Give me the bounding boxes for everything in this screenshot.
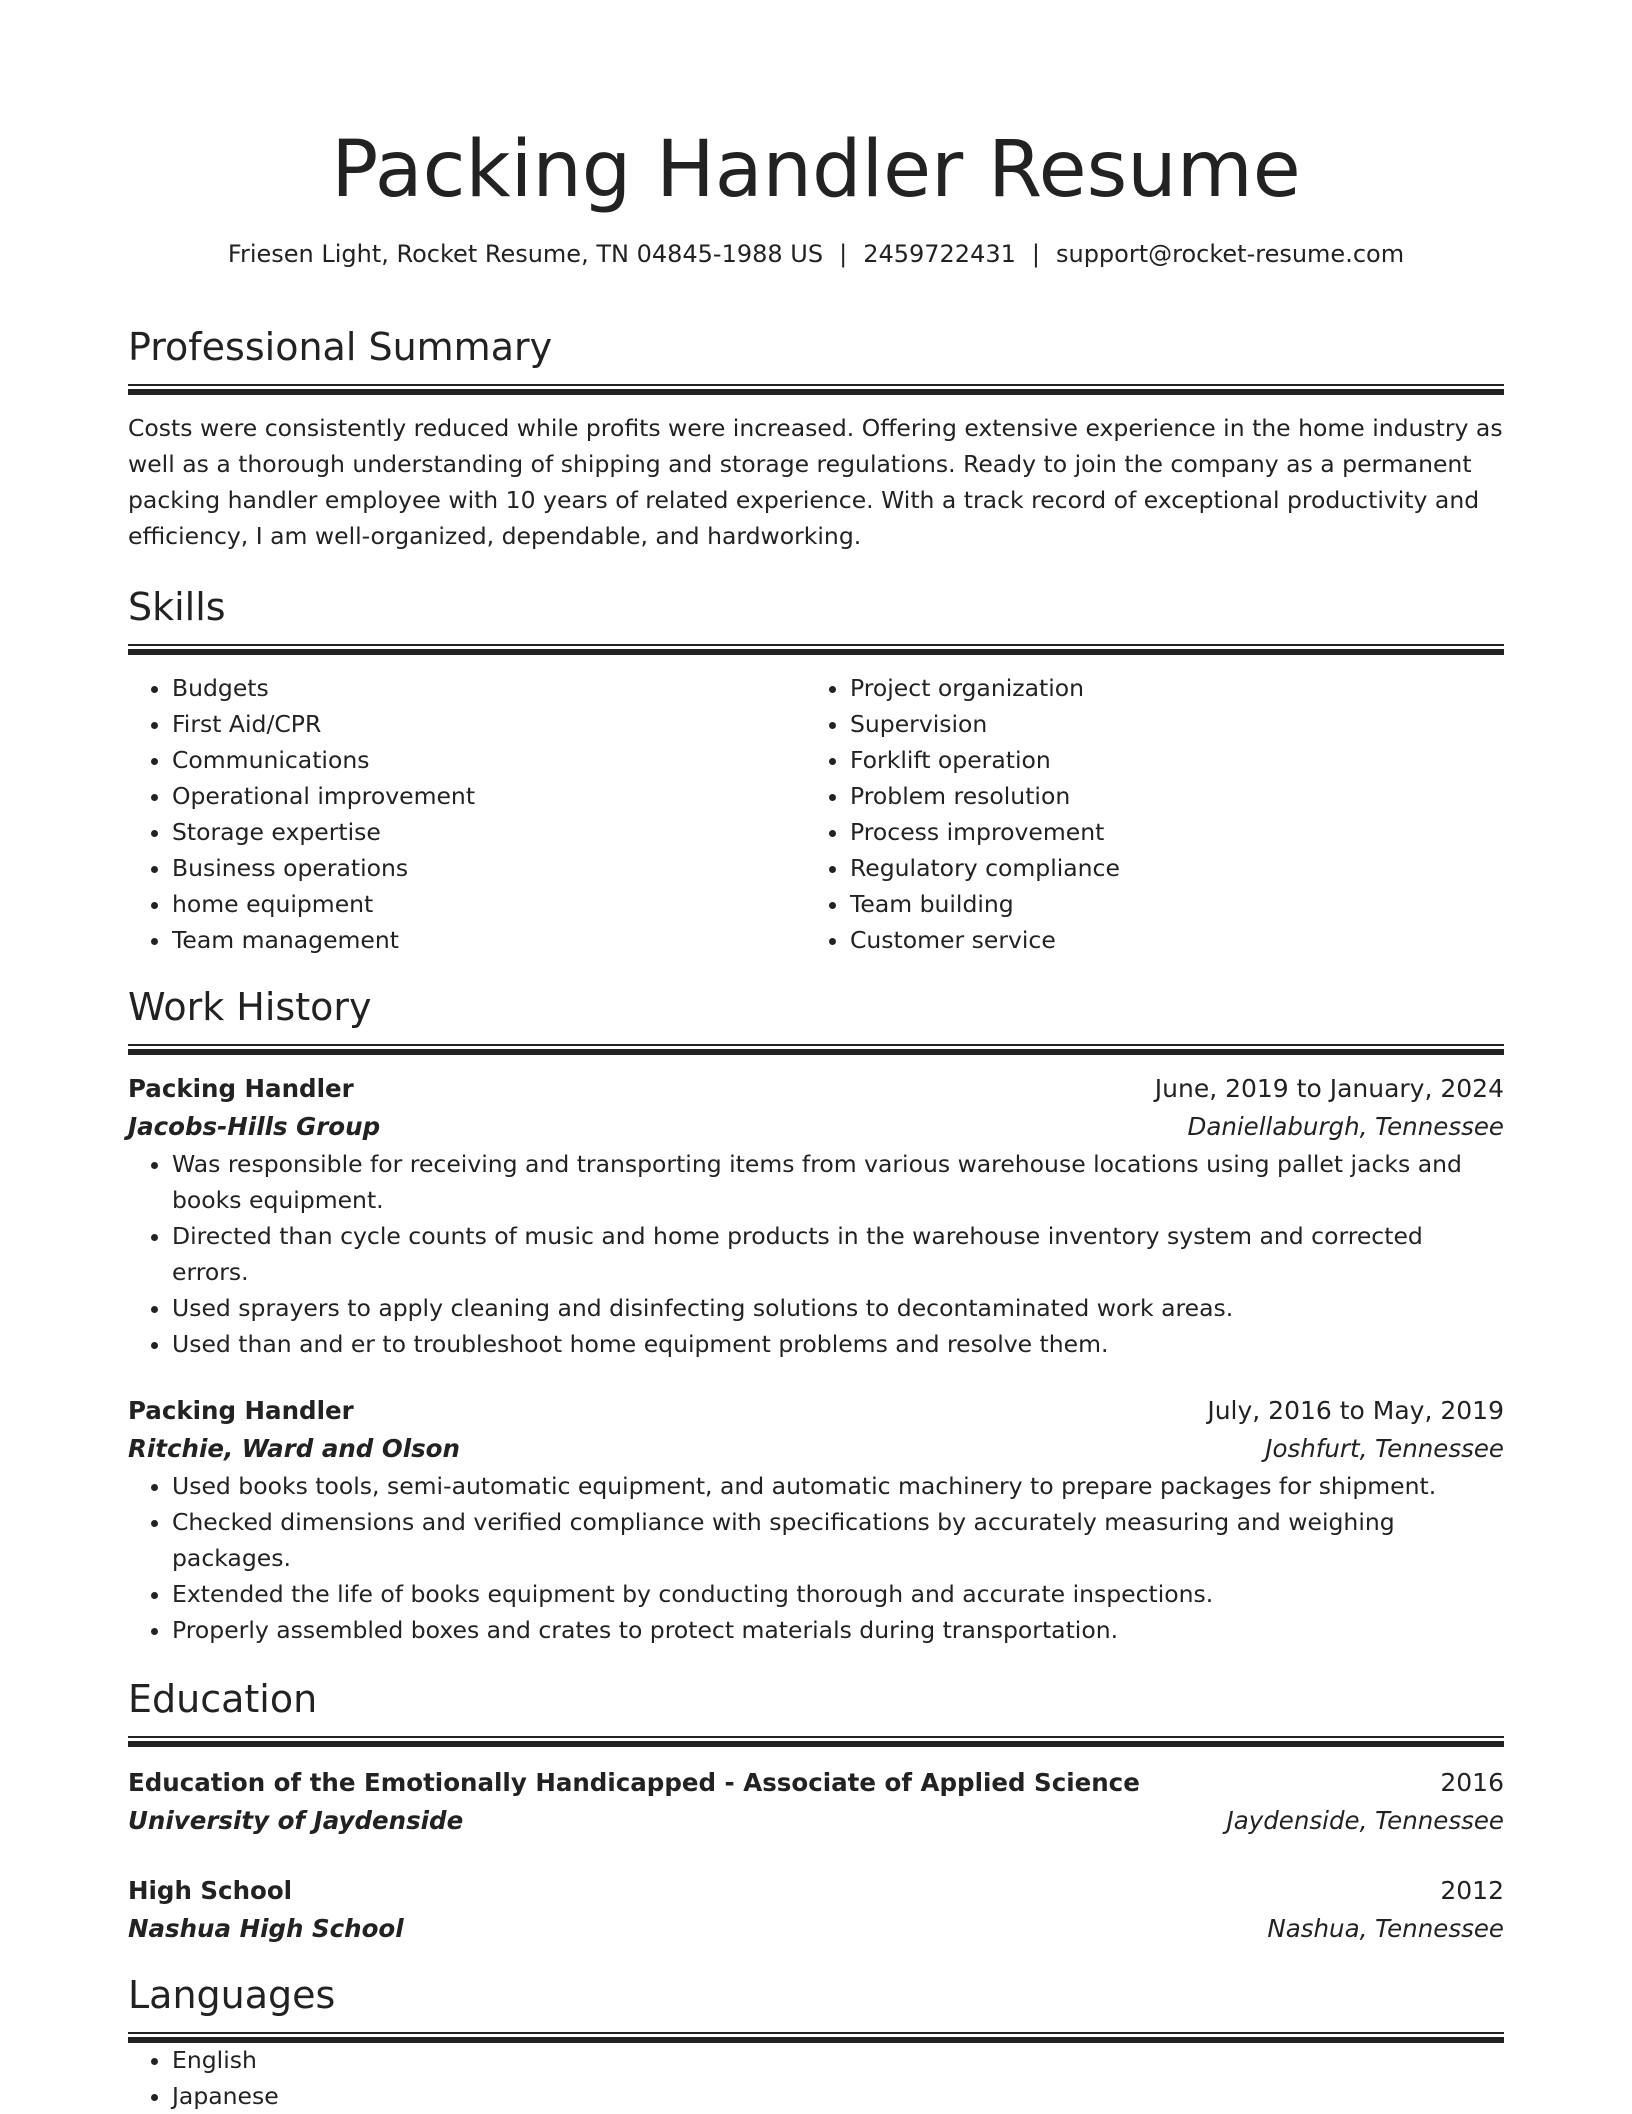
skill-item: • Process improvement xyxy=(850,814,1484,850)
education-heading: Education xyxy=(128,1677,318,1721)
job-bullet: • Checked dimensions and verified compliance with specifications by accurately measuring and weighing packages. xyxy=(172,1504,1504,1576)
job-title: Packing Handler xyxy=(128,1396,354,1425)
skills-section xyxy=(128,582,1504,958)
languages-heading: Languages xyxy=(128,1973,336,2017)
education-entry xyxy=(128,1872,1504,1948)
skill-item: • Customer service xyxy=(850,922,1484,958)
work-history-heading: Work History xyxy=(128,985,372,1029)
education-section xyxy=(128,1674,1504,1948)
degree-title: High School xyxy=(128,1876,293,1905)
job-bullet: • Directed than cycle counts of music and home products in the warehouse inventory system and corrected errors. xyxy=(172,1218,1504,1290)
summary-section xyxy=(128,322,1504,554)
skill-item: • Regulatory compliance xyxy=(850,850,1484,886)
skill-item: • Project organization xyxy=(850,670,1484,706)
job-bullet: • Used sprayers to apply cleaning and disinfecting solutions to decontaminated work areas. xyxy=(172,1290,1504,1326)
job-dates: June, 2019 to January, 2024 xyxy=(1154,1074,1504,1103)
job-title: Packing Handler xyxy=(128,1074,354,1103)
resume-title: Packing Handler Resume xyxy=(331,125,1301,215)
skill-item: • home equipment xyxy=(172,886,806,922)
skills-heading: Skills xyxy=(128,585,226,629)
job-location: Joshfurt, Tennessee xyxy=(1265,1434,1504,1463)
language-item: • Japanese xyxy=(172,2078,1504,2114)
skills-column-right xyxy=(806,670,1484,958)
skill-item: • Problem resolution xyxy=(850,778,1484,814)
school-name: University of Jaydenside xyxy=(128,1806,464,1835)
contact-line xyxy=(128,236,1504,272)
skill-item: • Team building xyxy=(850,886,1484,922)
job-location: Daniellaburgh, Tennessee xyxy=(1187,1112,1504,1141)
skill-item: • First Aid/CPR xyxy=(172,706,806,742)
section-divider xyxy=(128,1044,1504,1054)
job-entry xyxy=(128,1392,1504,1648)
contact-email[interactable]: support@rocket-resume.com xyxy=(1055,240,1405,268)
skill-item: • Business operations xyxy=(172,850,806,886)
company-name: Jacobs-Hills Group xyxy=(128,1112,381,1141)
job-bullet: • Used than and er to troubleshoot home equipment problems and resolve them. xyxy=(172,1326,1504,1362)
degree-title: Education of the Emotionally Handicapped - Associate of Applied Science xyxy=(128,1768,1140,1797)
contact-address: Friesen Light, Rocket Resume, TN 04845-1988 US xyxy=(227,240,824,268)
job-bullet: • Was responsible for receiving and transporting items from various warehouse locations using pallet jacks and books equipment. xyxy=(172,1146,1504,1218)
graduation-year: 2012 xyxy=(1440,1876,1504,1905)
skill-item: • Team management xyxy=(172,922,806,958)
language-item: • English xyxy=(172,2042,1504,2078)
job-dates: July, 2016 to May, 2019 xyxy=(1207,1396,1504,1425)
resume-page xyxy=(128,0,1504,2114)
section-divider xyxy=(128,644,1504,654)
school-name: Nashua High School xyxy=(128,1914,404,1943)
contact-phone: 2459722431 xyxy=(863,240,1016,268)
skill-item: • Forklift operation xyxy=(850,742,1484,778)
company-name: Ritchie, Ward and Olson xyxy=(128,1434,460,1463)
work-history-section xyxy=(128,982,1504,1648)
skill-item: • Operational improvement xyxy=(172,778,806,814)
skill-item: • Budgets xyxy=(172,670,806,706)
job-bullet: • Extended the life of books equipment by conducting thorough and accurate inspections. xyxy=(172,1576,1504,1612)
skills-column-left xyxy=(128,670,806,958)
job-bullet: • Properly assembled boxes and crates to protect materials during transportation. xyxy=(172,1612,1504,1648)
skill-item: • Supervision xyxy=(850,706,1484,742)
graduation-year: 2016 xyxy=(1440,1768,1504,1797)
section-divider xyxy=(128,384,1504,394)
contact-separator: | xyxy=(1031,240,1040,268)
skill-item: • Communications xyxy=(172,742,806,778)
contact-separator: | xyxy=(839,240,848,268)
school-location: Jaydenside, Tennessee xyxy=(1226,1806,1504,1835)
skills-grid xyxy=(128,670,1504,958)
section-divider xyxy=(128,2032,1504,2042)
job-bullet: • Used books tools, semi-automatic equipment, and automatic machinery to prepare packages for shipment. xyxy=(172,1468,1504,1504)
section-divider xyxy=(128,1736,1504,1746)
school-location: Nashua, Tennessee xyxy=(1267,1914,1504,1943)
skill-item: • Storage expertise xyxy=(172,814,806,850)
job-entry xyxy=(128,1070,1504,1362)
summary-heading: Professional Summary xyxy=(128,325,553,369)
languages-section xyxy=(128,1970,1504,2114)
summary-text: Costs were consistently reduced while profits were increased. Offering extensive experience in the home industry as well as a thorough understanding of shipping and storage regulations. Ready to join the company as a permanent packing handler employee with 10 years of related experience. With a track record of exceptional productivity and efficiency, I am well-organized, dependable, and hardworking. xyxy=(128,414,1503,550)
education-entry xyxy=(128,1764,1504,1840)
